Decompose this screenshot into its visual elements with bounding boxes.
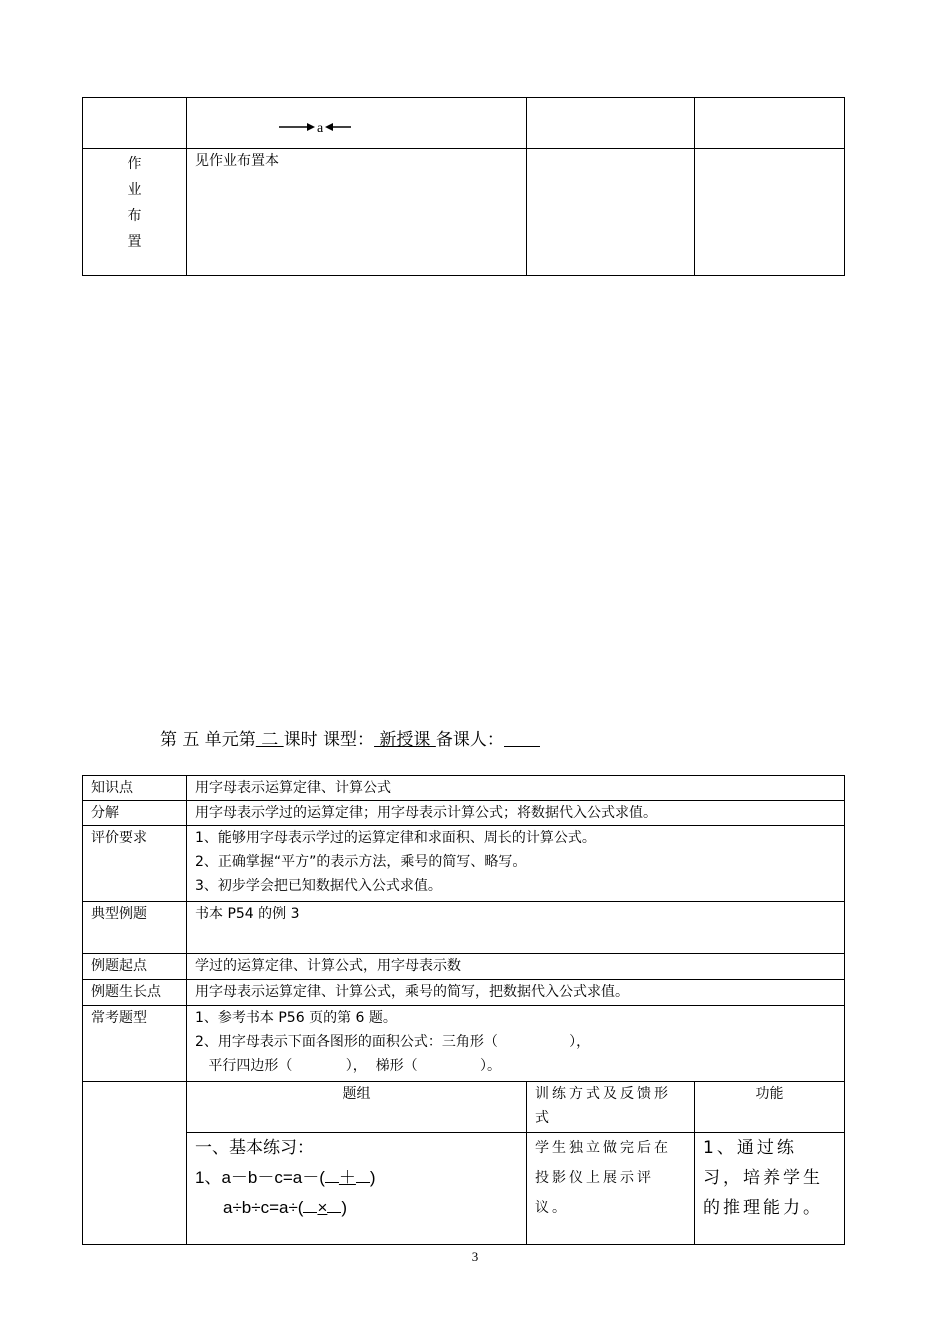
row-label: 知识点 [83,776,187,801]
homework-label: 作 业 布 置 [83,149,187,276]
practice-method: 学生独立做完后在投影仪上展示评议。 [527,1133,695,1245]
lesson-header: 第 五 单元第 二 课时 课型： 新授课 备课人： [160,728,540,752]
row-label: 例题起点 [83,954,187,980]
table-row [83,1006,845,1082]
row-content: 用字母表示运算定律、计算公式 [187,776,845,801]
practice-row [83,1133,845,1245]
arrow-diagram [279,115,351,139]
table-row [83,801,845,826]
page-number: 3 [471,1249,479,1264]
column-header-method: 训练方式及反馈形式 [527,1082,695,1133]
practice-item-2: a÷b÷c=a÷( × ) [223,1198,348,1217]
table-row [83,980,845,1006]
row-label: 常考题型 [83,1006,187,1082]
empty-cell [527,98,695,149]
practice-section-title: 一、基本练习： [195,1138,314,1158]
empty-cell [83,1082,187,1245]
empty-cell [695,149,845,276]
empty-cell [527,149,695,276]
row-content: 1、参考书本 P56 页的第 6 题。 2、用字母表示下面各图形的面积公式：三角形（ ）， 平行四边形（ ）， 梯形（ ）。 [187,1006,845,1082]
left-arrow-icon [325,122,351,132]
top-table [82,97,845,276]
column-header-function: 功能 [695,1082,845,1133]
row-label: 评价要求 [83,826,187,902]
diagram-row [83,98,845,149]
row-label: 分解 [83,801,187,826]
homework-row [83,149,845,276]
arrow-diagram-cell [187,98,527,149]
column-header-group: 题组 [187,1082,527,1133]
homework-content: 见作业布置本 [187,149,527,276]
empty-cell [695,98,845,149]
practice-exercises [187,1133,527,1245]
arrow-label: a [317,120,324,136]
practice-function: 1、通过练习，培养学生的推理能力。 [695,1133,845,1245]
row-label: 典型例题 [83,902,187,954]
row-content: 用字母表示学过的运算定律；用字母表示计算公式；将数据代入公式求值。 [187,801,845,826]
lesson-type: 新授课 [374,730,436,750]
row-content: 学过的运算定律、计算公式，用字母表示数 [187,954,845,980]
row-content: 用字母表示运算定律、计算公式，乘号的简写，把数据代入公式求值。 [187,980,845,1006]
row-content: 1、能够用字母表示学过的运算定律和求面积、周长的计算公式。 2、正确掌握“平方”的表示方法，乘号的简写、略写。 3、初步学会把已知数据代入公式求值。 [187,826,845,902]
table-row [83,826,845,902]
empty-cell [83,98,187,149]
preparer-blank [504,728,540,747]
table-row [83,776,845,801]
right-arrow-icon [279,122,315,132]
row-label: 例题生长点 [83,980,187,1006]
table-row [83,902,845,954]
practice-item-1: 1、a－b－c=a－( ＋ ) [195,1168,376,1187]
row-content: 书本 P54 的例 3 [187,902,845,954]
column-header-row [83,1082,845,1133]
lesson-number: 二 [255,730,284,750]
lesson-plan-table [82,775,845,1245]
table-row [83,954,845,980]
